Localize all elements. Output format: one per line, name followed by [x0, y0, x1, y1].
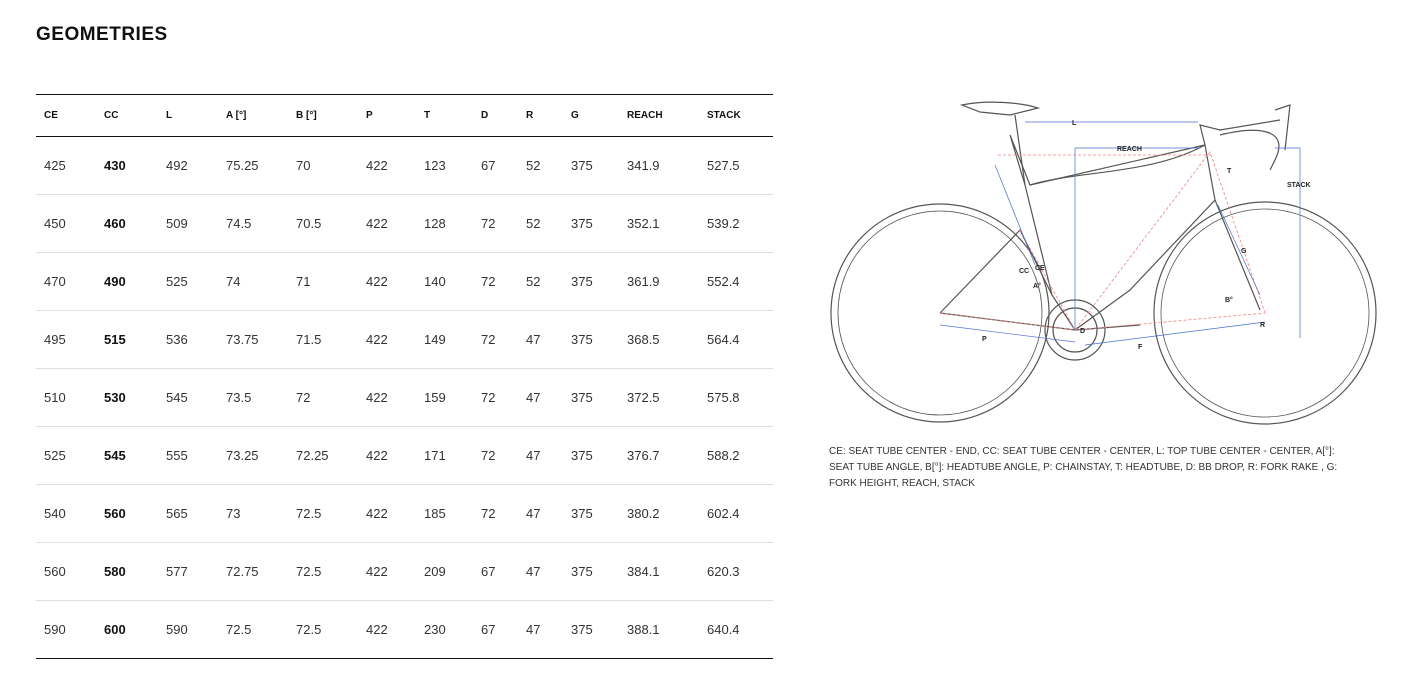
column-header: P — [366, 110, 373, 121]
column-header: REACH — [627, 110, 663, 121]
geometry-table — [36, 94, 773, 659]
table-cell: 470 — [44, 274, 66, 289]
table-cell: 539.2 — [707, 216, 740, 231]
column-header: R — [526, 110, 534, 121]
table-cell: 600 — [104, 622, 126, 637]
table-cell: 422 — [366, 564, 388, 579]
table-cell: 450 — [44, 216, 66, 231]
table-cell: 72 — [481, 506, 496, 521]
column-header: G — [571, 110, 579, 121]
table-cell: 422 — [366, 506, 388, 521]
table-row — [36, 137, 773, 195]
table-cell: 73.25 — [226, 448, 259, 463]
column-header: T — [424, 110, 431, 121]
table-cell: 123 — [424, 158, 446, 173]
table-cell: 47 — [526, 506, 541, 521]
table-cell: 52 — [526, 274, 541, 289]
table-cell: 67 — [481, 622, 496, 637]
table-cell: 73 — [226, 506, 241, 521]
table-cell: 375 — [571, 216, 593, 231]
table-cell: 545 — [166, 390, 188, 405]
table-cell: 72.5 — [226, 622, 252, 637]
table-cell: 75.25 — [226, 158, 259, 173]
table-cell: 47 — [526, 390, 541, 405]
table-cell: 73.75 — [226, 332, 259, 347]
table-cell: 490 — [104, 274, 126, 289]
table-cell: 577 — [166, 564, 188, 579]
table-cell: 341.9 — [627, 158, 660, 173]
table-cell: 575.8 — [707, 390, 740, 405]
table-cell: 620.3 — [707, 564, 740, 579]
table-cell: 375 — [571, 390, 593, 405]
table-cell: 72.25 — [296, 448, 329, 463]
table-cell: 52 — [526, 158, 541, 173]
table-cell: 545 — [104, 448, 126, 463]
table-cell: 590 — [166, 622, 188, 637]
table-cell: 422 — [366, 332, 388, 347]
table-cell: 375 — [571, 564, 593, 579]
label-reach: REACH — [1117, 146, 1142, 153]
table-cell: 140 — [424, 274, 446, 289]
table-cell: 361.9 — [627, 274, 660, 289]
table-cell: 525 — [44, 448, 66, 463]
table-cell: 422 — [366, 274, 388, 289]
table-cell: 560 — [104, 506, 126, 521]
table-cell: 384.1 — [627, 564, 660, 579]
diagram-legend: CE: SEAT TUBE CENTER - END, CC: SEAT TUBE CENTER - CENTER, L: TOP TUBE CENTER - CENTER, A[°]: SEAT TUBE ANGLE, B[°]: HEADTUBE ANGLE, P: CHAINSTAY, T: HEADTUBE, D: BB DROP, R: FORK RAKE , G: FORK HEIGHT, REACH, STACK — [829, 446, 1338, 489]
table-cell: 47 — [526, 564, 541, 579]
table-header-row — [36, 95, 773, 137]
bike-geometry-diagram — [820, 90, 1390, 435]
table-cell: 510 — [44, 390, 66, 405]
table-cell: 74 — [226, 274, 241, 289]
table-cell: 74.5 — [226, 216, 252, 231]
table-row — [36, 195, 773, 253]
table-cell: 640.4 — [707, 622, 740, 637]
table-cell: 555 — [166, 448, 188, 463]
table-cell: 52 — [526, 216, 541, 231]
table-cell: 422 — [366, 390, 388, 405]
label-r: R — [1260, 322, 1266, 329]
table-cell: 552.4 — [707, 274, 740, 289]
table-row — [36, 427, 773, 485]
table-cell: 149 — [424, 332, 446, 347]
table-cell: 560 — [44, 564, 66, 579]
page-title: GEOMETRIES — [36, 24, 168, 45]
label-cc: CC — [1019, 268, 1030, 275]
table-cell: 564.4 — [707, 332, 740, 347]
label-b: B° — [1225, 297, 1233, 304]
table-cell: 47 — [526, 332, 541, 347]
table-cell: 565 — [166, 506, 188, 521]
column-header: A [°] — [226, 110, 247, 121]
table-cell: 388.1 — [627, 622, 660, 637]
table-cell: 72 — [296, 390, 311, 405]
table-row — [36, 311, 773, 369]
table-cell: 159 — [424, 390, 446, 405]
table-cell: 72.5 — [296, 564, 322, 579]
column-header: STACK — [707, 110, 741, 121]
table-cell: 72 — [481, 390, 496, 405]
table-cell: 368.5 — [627, 332, 660, 347]
frame — [1010, 135, 1215, 330]
column-header: B [°] — [296, 110, 317, 121]
table-cell: 209 — [424, 564, 446, 579]
table-cell: 422 — [366, 622, 388, 637]
table-cell: 515 — [104, 332, 126, 347]
table-cell: 375 — [571, 332, 593, 347]
table-cell: 128 — [424, 216, 446, 231]
label-p: P — [982, 336, 987, 343]
table-cell: 72.75 — [226, 564, 259, 579]
table-cell: 425 — [44, 158, 66, 173]
table-cell: 530 — [104, 390, 126, 405]
table-cell: 71.5 — [296, 332, 322, 347]
table-cell: 72 — [481, 448, 496, 463]
table-cell: 375 — [571, 448, 593, 463]
table-cell: 422 — [366, 448, 388, 463]
table-cell: 422 — [366, 158, 388, 173]
table-cell: 602.4 — [707, 506, 740, 521]
label-stack: STACK — [1287, 182, 1311, 189]
table-cell: 590 — [44, 622, 66, 637]
table-cell: 372.5 — [627, 390, 660, 405]
table-cell: 72.5 — [296, 622, 322, 637]
table-cell: 67 — [481, 158, 496, 173]
table-cell: 540 — [44, 506, 66, 521]
table-cell: 72.5 — [296, 506, 322, 521]
table-cell: 72 — [481, 332, 496, 347]
table-row — [36, 253, 773, 311]
table-cell: 67 — [481, 564, 496, 579]
column-header: L — [166, 110, 173, 121]
table-cell: 73.5 — [226, 390, 252, 405]
table-row — [36, 485, 773, 543]
table-cell: 525 — [166, 274, 188, 289]
table-cell: 70 — [296, 158, 311, 173]
table-cell: 375 — [571, 622, 593, 637]
table-row — [36, 369, 773, 427]
table-cell: 375 — [571, 274, 593, 289]
table-cell: 422 — [366, 216, 388, 231]
table-cell: 71 — [296, 274, 311, 289]
table-cell: 375 — [571, 158, 593, 173]
label-f: F — [1138, 344, 1143, 351]
table-cell: 509 — [166, 216, 188, 231]
column-header: CC — [104, 110, 119, 121]
table-cell: 527.5 — [707, 158, 740, 173]
table-cell: 72 — [481, 274, 496, 289]
table-row — [36, 601, 773, 658]
table-cell: 72 — [481, 216, 496, 231]
table-cell: 352.1 — [627, 216, 660, 231]
label-a: A° — [1033, 283, 1041, 290]
table-cell: 580 — [104, 564, 126, 579]
table-cell: 376.7 — [627, 448, 660, 463]
label-ce: CE — [1035, 265, 1045, 272]
table-cell: 171 — [424, 448, 446, 463]
label-t: T — [1227, 168, 1232, 175]
table-cell: 495 — [44, 332, 66, 347]
column-header: CE — [44, 110, 58, 121]
label-g: G — [1241, 248, 1247, 255]
table-cell: 70.5 — [296, 216, 322, 231]
table-cell: 375 — [571, 506, 593, 521]
table-cell: 536 — [166, 332, 188, 347]
table-cell: 492 — [166, 158, 188, 173]
table-cell: 460 — [104, 216, 126, 231]
table-cell: 185 — [424, 506, 446, 521]
table-cell: 47 — [526, 622, 541, 637]
label-d: D — [1080, 328, 1086, 335]
table-cell: 47 — [526, 448, 541, 463]
table-row — [36, 543, 773, 601]
table-cell: 430 — [104, 158, 126, 173]
table-cell: 588.2 — [707, 448, 740, 463]
label-l: L — [1072, 120, 1077, 127]
column-header: D — [481, 110, 489, 121]
table-cell: 230 — [424, 622, 446, 637]
table-cell: 380.2 — [627, 506, 660, 521]
